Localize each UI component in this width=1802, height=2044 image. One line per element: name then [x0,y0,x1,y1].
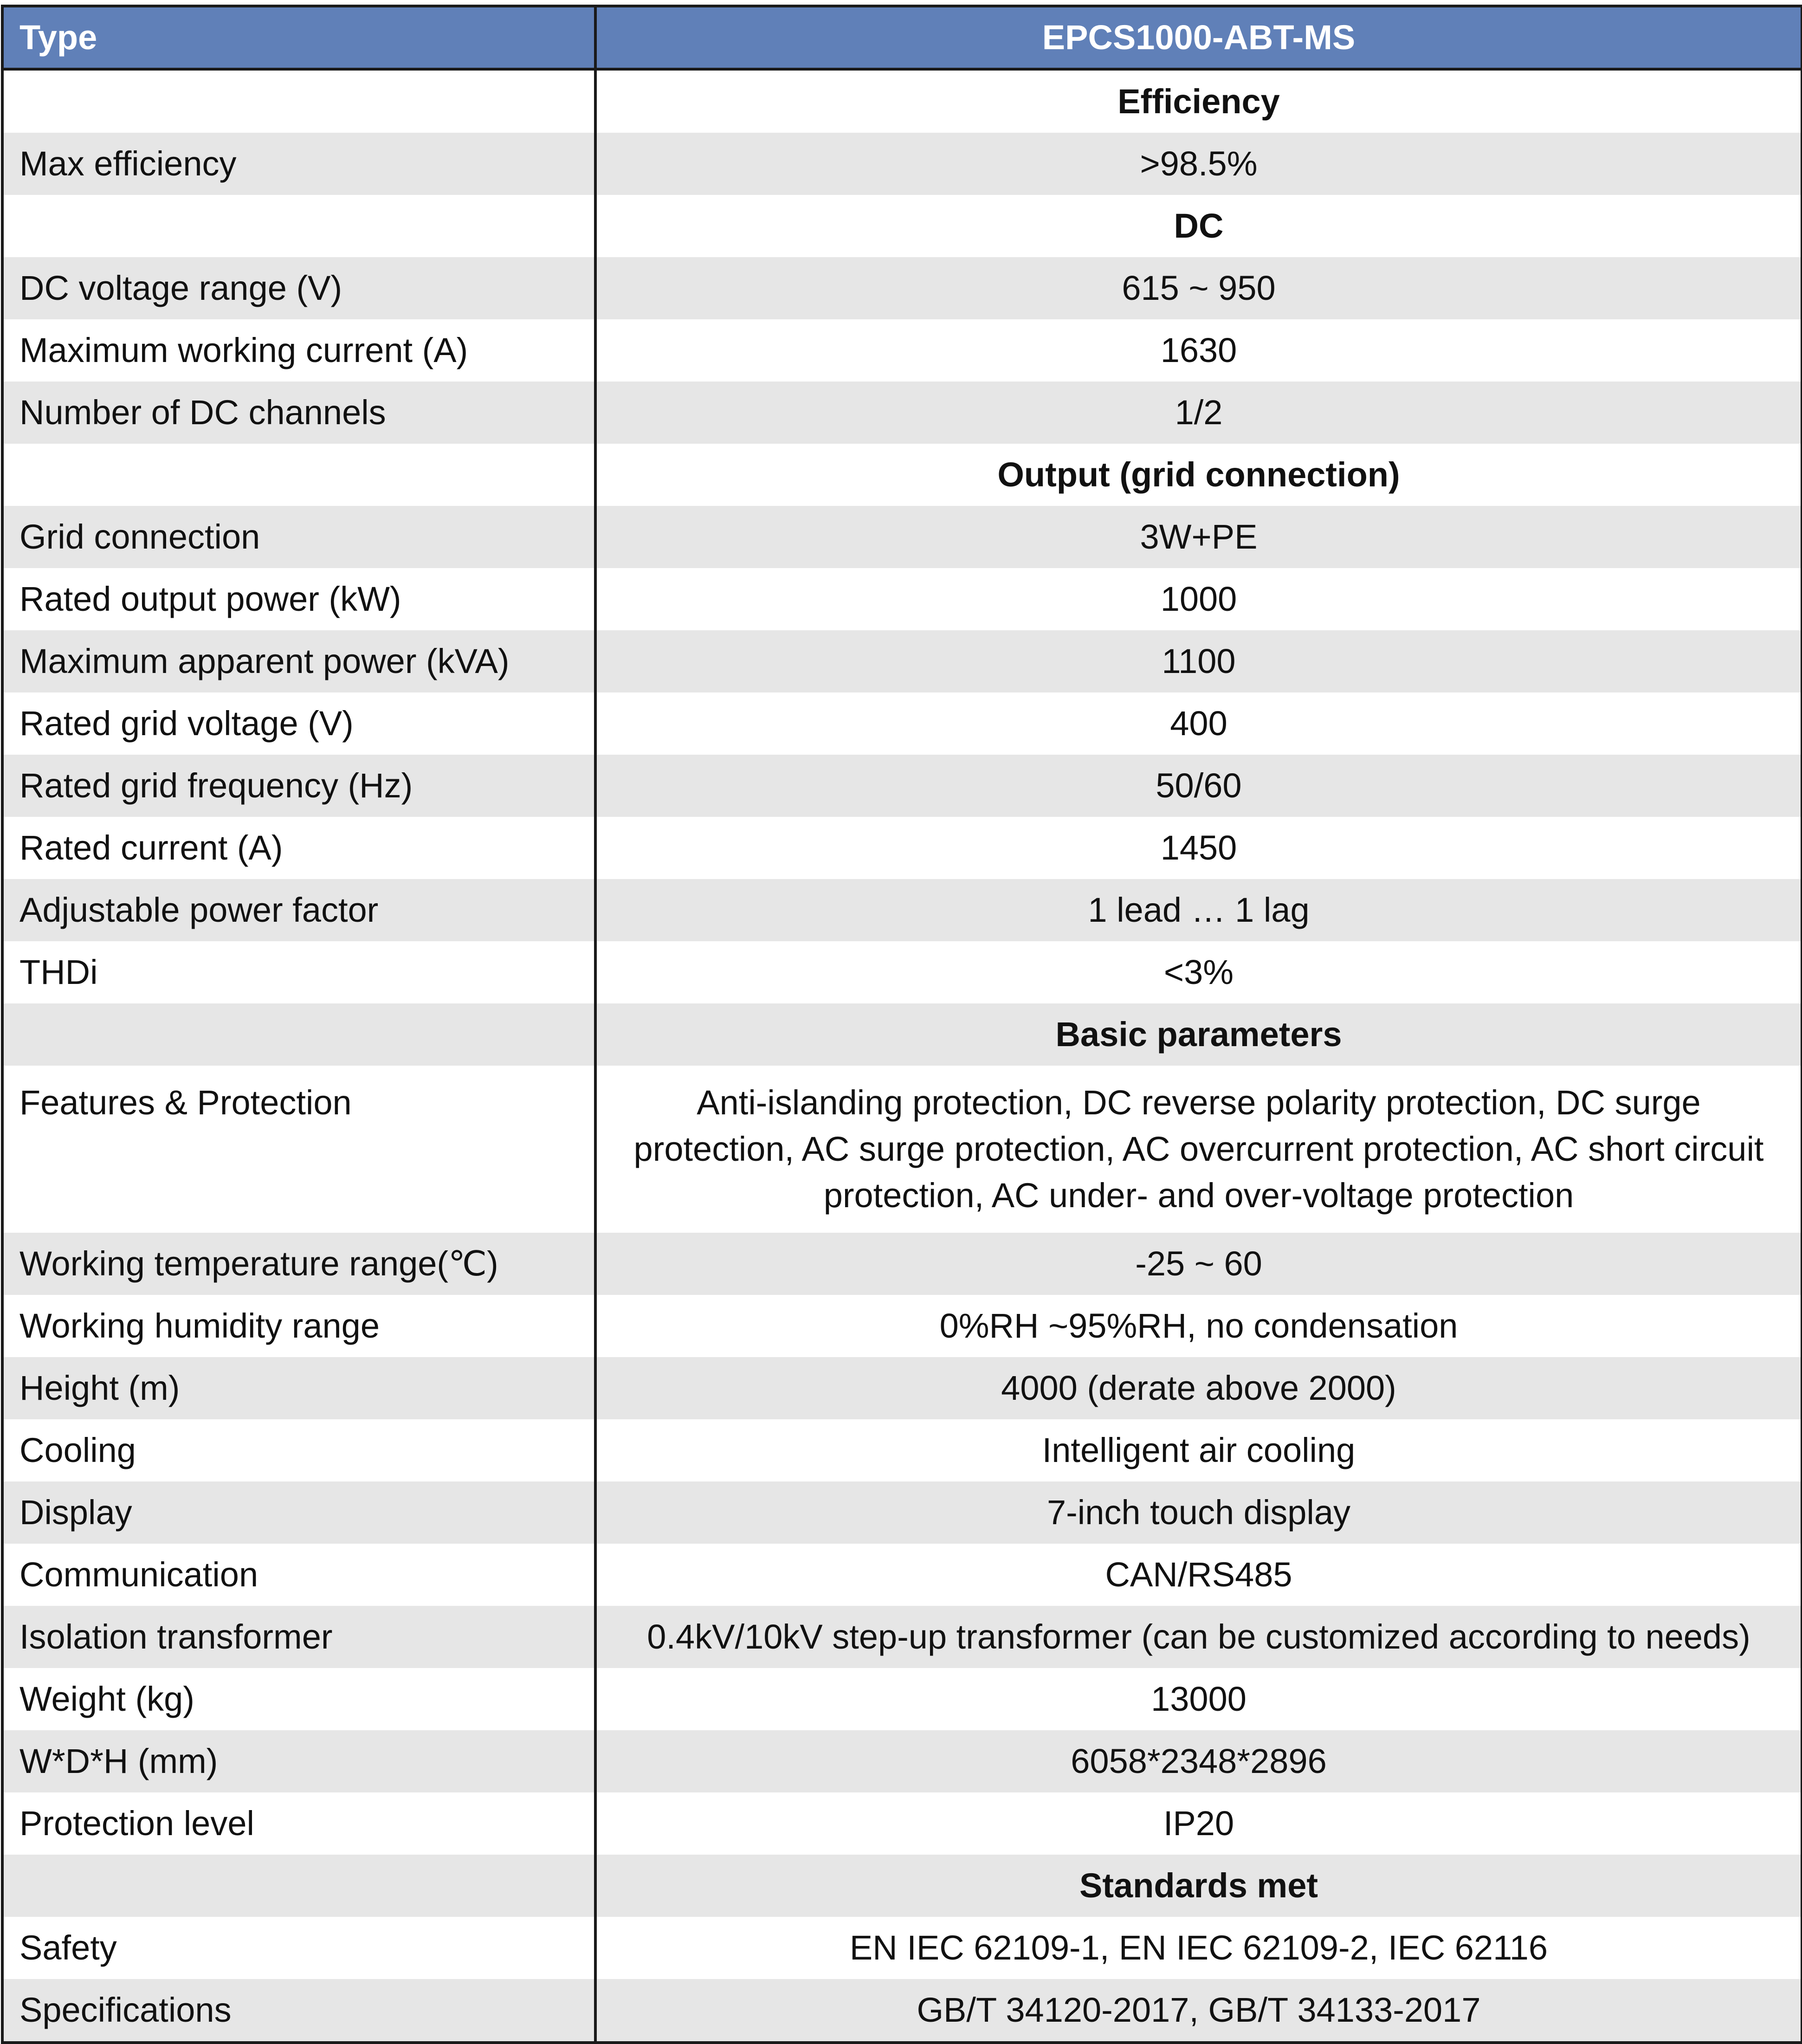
table-row [2,1233,1802,1295]
section-header-row [2,444,1802,506]
header-label: Type [2,6,595,69]
row-label: Working temperature range(℃) [2,1233,595,1295]
table-row [2,1917,1802,1979]
row-label [2,195,595,257]
row-label: Max efficiency [2,133,595,195]
row-value: 6058*2348*2896 [595,1730,1802,1792]
row-label: Maximum working current (A) [2,319,595,382]
table-row [2,1544,1802,1606]
table-row [2,692,1802,755]
section-header-row [2,1855,1802,1917]
header-row [2,6,1802,69]
row-label: Rated grid frequency (Hz) [2,755,595,817]
row-value: GB/T 34120-2017, GB/T 34133-2017 [595,1979,1802,2043]
section-title: Efficiency [595,69,1802,133]
row-value: 1100 [595,630,1802,692]
row-label: Rated grid voltage (V) [2,692,595,755]
section-header-row [2,1003,1802,1066]
section-title: DC [595,195,1802,257]
row-label: DC voltage range (V) [2,257,595,319]
spec-body [2,69,1802,2043]
table-row [2,630,1802,692]
section-title: Output (grid connection) [595,444,1802,506]
table-row [2,1606,1802,1668]
row-value: >98.5% [595,133,1802,195]
row-label: Working humidity range [2,1295,595,1357]
row-value: 3W+PE [595,506,1802,568]
row-value: 615 ~ 950 [595,257,1802,319]
row-label: Weight (kg) [2,1668,595,1730]
row-label: Communication [2,1544,595,1606]
table-row [2,506,1802,568]
section-title: Basic parameters [595,1003,1802,1066]
row-value: 1/2 [595,382,1802,444]
row-value: -25 ~ 60 [595,1233,1802,1295]
row-label: Maximum apparent power (kVA) [2,630,595,692]
row-label: W*D*H (mm) [2,1730,595,1792]
row-value: 400 [595,692,1802,755]
row-label: Height (m) [2,1357,595,1419]
table-row [2,1979,1802,2043]
table-row [2,1357,1802,1419]
row-label: Display [2,1481,595,1544]
table-row [2,817,1802,879]
table-row [2,257,1802,319]
row-value: IP20 [595,1792,1802,1855]
table-row [2,568,1802,630]
table-row [2,1295,1802,1357]
table-row [2,941,1802,1003]
row-value: 0%RH ~95%RH, no condensation [595,1295,1802,1357]
row-label: Grid connection [2,506,595,568]
row-label: Isolation transformer [2,1606,595,1668]
row-value: 0.4kV/10kV step-up transformer (can be customized according to needs) [595,1606,1802,1668]
row-value: Anti-islanding protection, DC reverse polarity protection, DC surge protection, AC surge protection, AC overcurrent protection, AC short circuit protection, AC under- and over-voltage protection [595,1066,1802,1233]
row-value: Intelligent air cooling [595,1419,1802,1481]
row-label: THDi [2,941,595,1003]
row-label: Protection level [2,1792,595,1855]
row-label: Adjustable power factor [2,879,595,941]
spec-table [1,5,1802,2044]
row-label: Features & Protection [2,1066,595,1233]
table-row [2,319,1802,382]
row-label [2,444,595,506]
row-label: Rated output power (kW) [2,568,595,630]
table-row [2,133,1802,195]
table-row [2,1668,1802,1730]
row-label: Cooling [2,1419,595,1481]
table-row [2,879,1802,941]
header-model: EPCS1000-ABT-MS [595,6,1802,69]
table-row [2,755,1802,817]
table-row [2,1792,1802,1855]
row-label [2,69,595,133]
section-header-row [2,195,1802,257]
row-label: Specifications [2,1979,595,2043]
row-value: <3% [595,941,1802,1003]
section-header-row [2,69,1802,133]
row-value: EN IEC 62109-1, EN IEC 62109-2, IEC 62116 [595,1917,1802,1979]
row-value: CAN/RS485 [595,1544,1802,1606]
table-row [2,1730,1802,1792]
row-value: 1630 [595,319,1802,382]
row-label [2,1003,595,1066]
row-value: 50/60 [595,755,1802,817]
row-label [2,1855,595,1917]
table-row [2,1066,1802,1233]
row-label: Rated current (A) [2,817,595,879]
table-row [2,1481,1802,1544]
row-label: Number of DC channels [2,382,595,444]
row-value: 1 lead … 1 lag [595,879,1802,941]
row-value: 4000 (derate above 2000) [595,1357,1802,1419]
row-label: Safety [2,1917,595,1979]
row-value: 7-inch touch display [595,1481,1802,1544]
row-value: 1000 [595,568,1802,630]
row-value: 1450 [595,817,1802,879]
section-title: Standards met [595,1855,1802,1917]
table-row [2,382,1802,444]
row-value: 13000 [595,1668,1802,1730]
table-row [2,1419,1802,1481]
